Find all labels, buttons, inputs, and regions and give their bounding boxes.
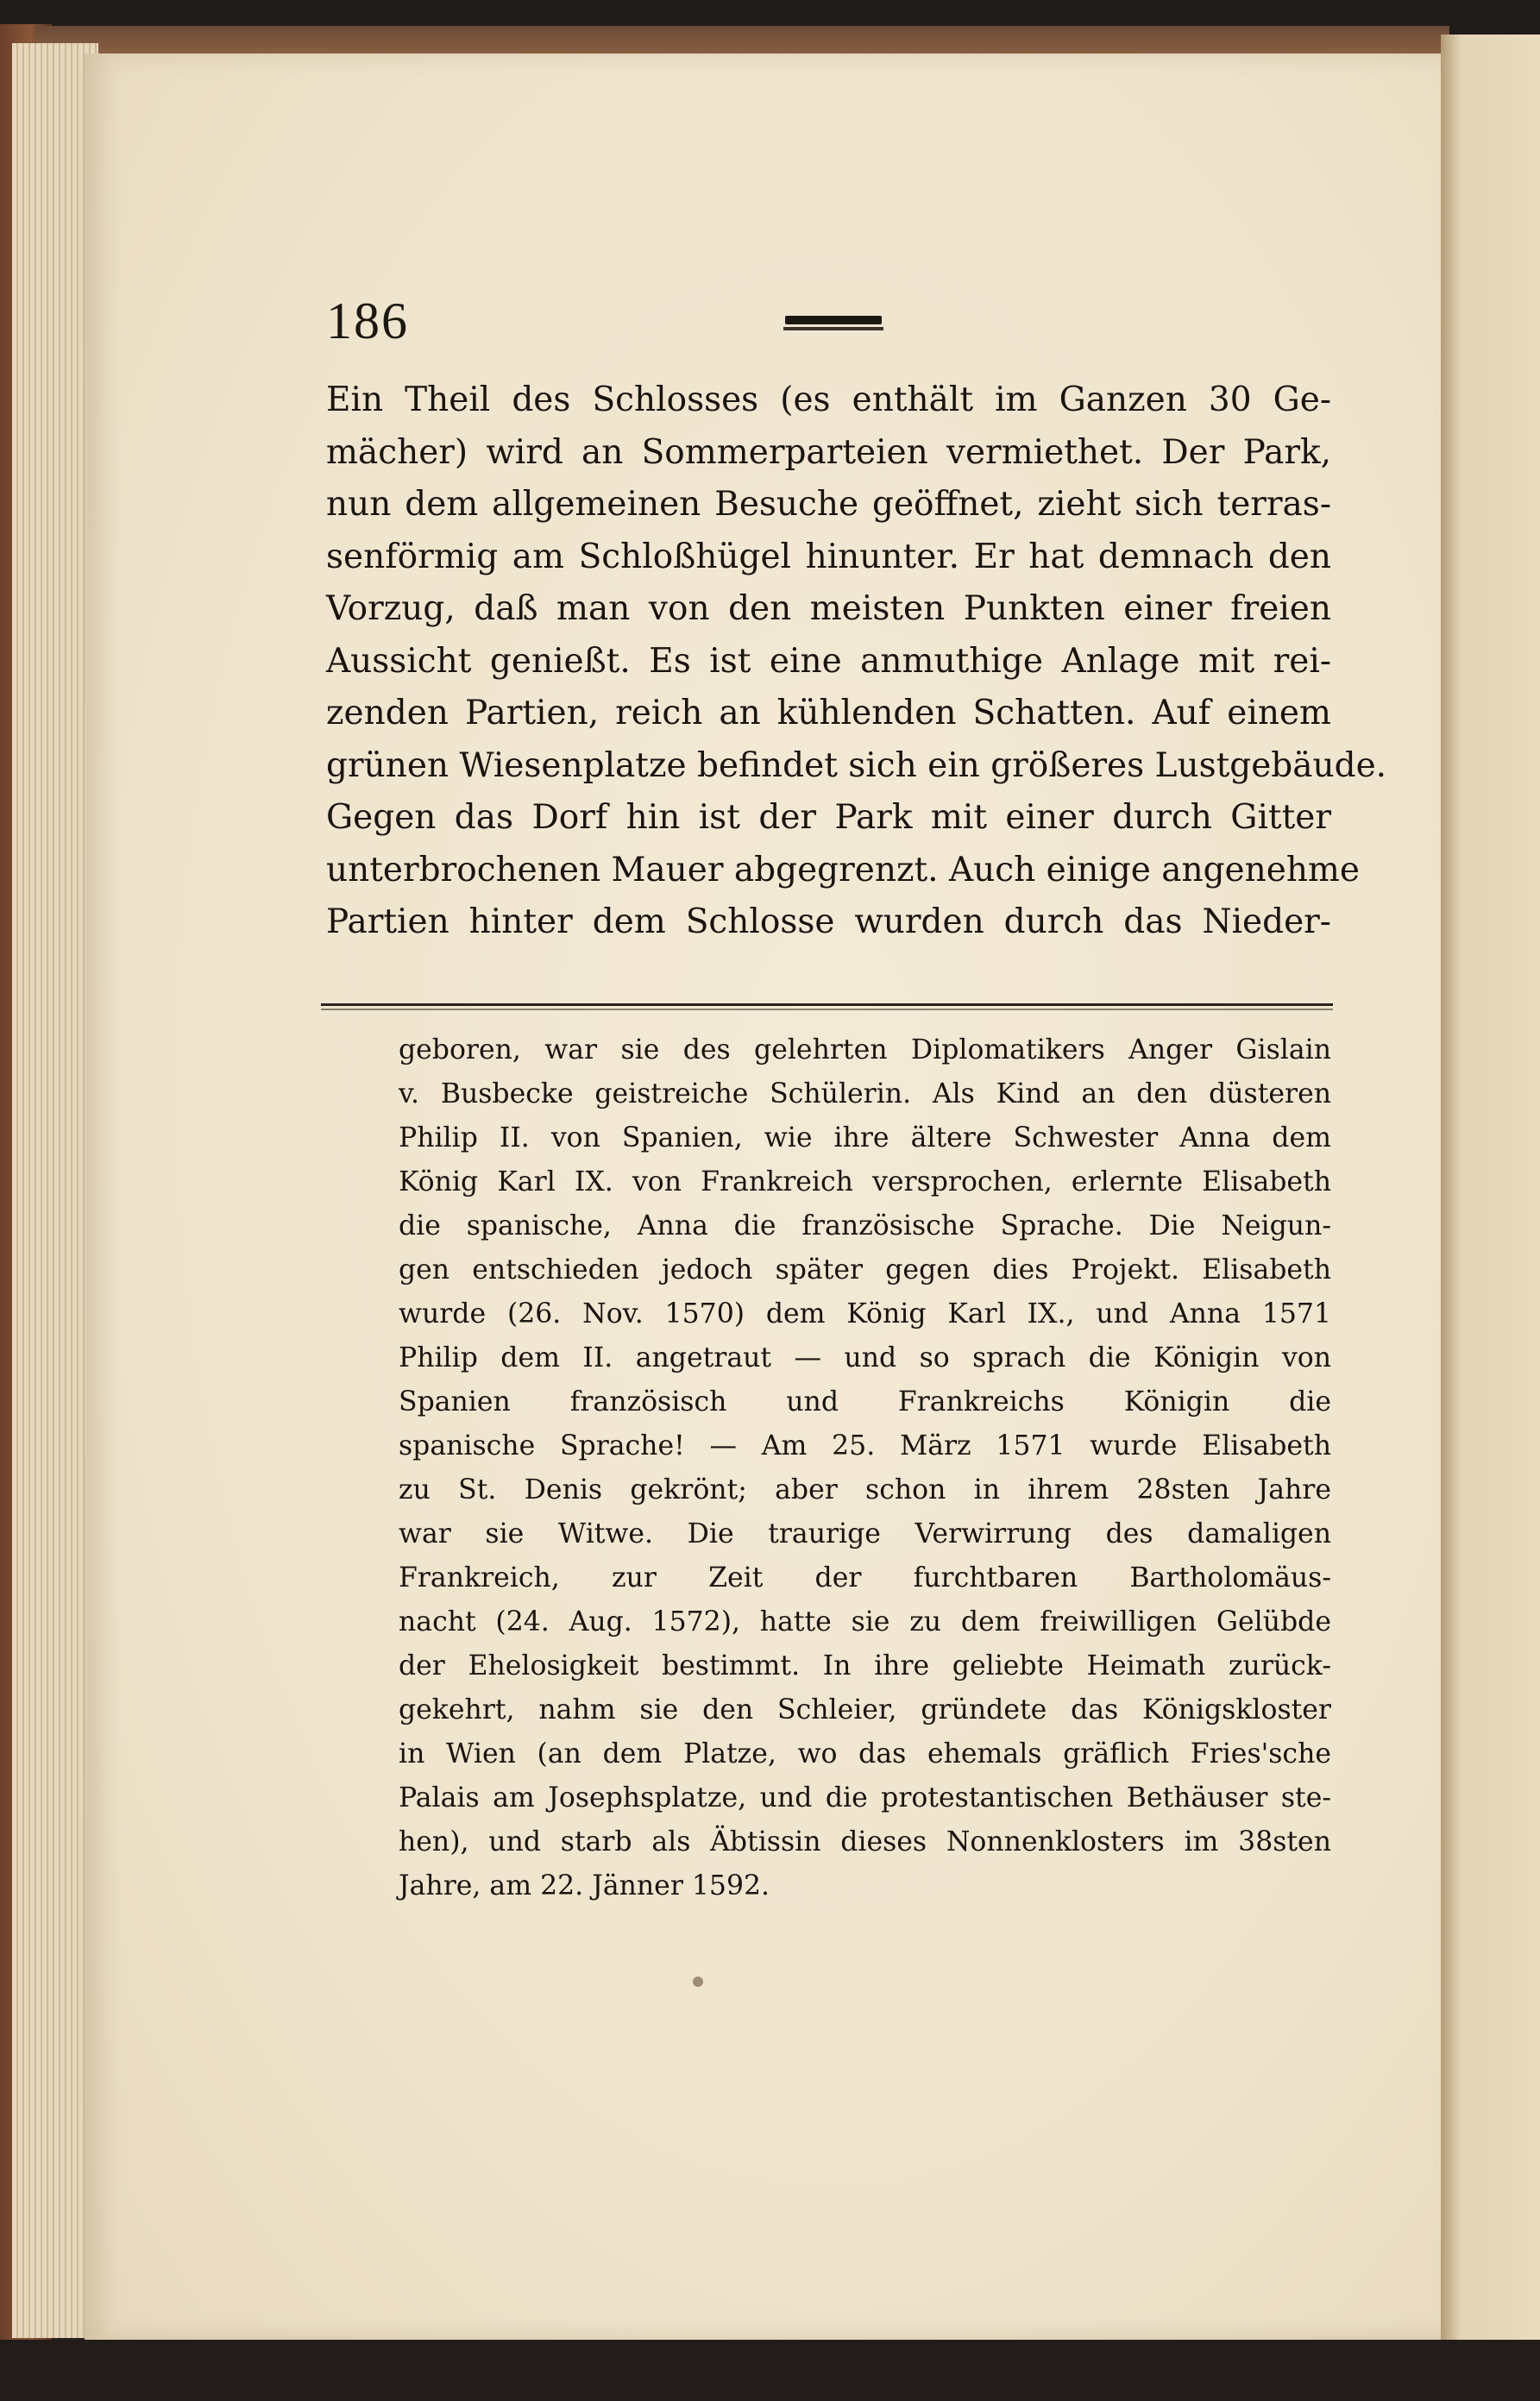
text-line: in Wien (an dem Platze, wo das ehemals gräflich Fries'sche [399,1738,1331,1769]
text-line: Aussicht genießt. Es ist eine anmuthige Anlage mit rei- [326,641,1331,681]
text-line: grünen Wiesenplatze befindet sich ein größeres Lustgebäude. [326,745,1387,785]
text-line: gen entschieden jedoch später gegen dies Projekt. Elisabeth [399,1254,1331,1285]
text-line: geboren, war sie des gelehrten Diplomatikers Anger Gislain [399,1034,1331,1065]
paper-stain [693,1977,703,1987]
text-line: Vorzug, daß man von den meisten Punkten einer freien [326,589,1331,628]
text-line: spanische Sprache! — Am 25. März 1571 wurde Elisabeth [399,1430,1331,1461]
main-text-block [326,374,1387,949]
text-line: Ein Theil des Schlosses (es enthält im Ganzen 30 Ge- [326,380,1331,419]
text-line: mächer) wird an Sommerparteien vermiethet. Der Park, [326,432,1331,472]
text-line: zu St. Denis gekrönt; aber schon in ihrem 28sten Jahre [399,1474,1331,1505]
text-line: die spanische, Anna die französische Sprache. Die Neigun- [399,1210,1331,1241]
book-cover-top [35,26,1449,57]
text-line: unterbrochenen Mauer abgegrenzt. Auch einige angenehme [326,850,1360,889]
text-line: nun dem allgemeinen Besuche geöffnet, zieht sich terras- [326,485,1331,524]
header-ornament-rule [785,316,882,324]
text-line: der Ehelosigkeit bestimmt. In ihre geliebte Heimath zurück- [399,1650,1331,1681]
footnote-block [399,1028,1331,1908]
text-line: zenden Partien, reich an kühlenden Schatten. Auf einem [326,694,1331,732]
page-number: 186 [326,292,409,349]
text-line: gekehrt, nahm sie den Schleier, gründete das Königskloster [399,1694,1331,1725]
scan-bottom-edge [0,2340,1540,2401]
text-line: war sie Witwe. Die traurige Verwirrung des damaligen [399,1518,1331,1549]
text-line: nacht (24. Aug. 1572), hatte sie zu dem freiwilligen Gelübde [399,1606,1331,1637]
text-line: König Karl IX. von Frankreich versprochen, erlernte Elisabeth [399,1166,1331,1197]
text-line: Philip dem II. angetraut — und so sprach die Königin von [399,1342,1331,1373]
footnote-separator [321,1003,1333,1006]
text-line: Philip II. von Spanien, wie ihre ältere Schwester Anna dem [399,1122,1331,1153]
facing-page-edge [1441,35,1540,2381]
text-line: Frankreich, zur Zeit der furchtbaren Bartholomäus- [399,1562,1331,1593]
text-line: Palais am Josephsplatze, und die protestantischen Bethäuser ste- [399,1782,1331,1813]
text-line: Partien hinter dem Schlosse wurden durch das Nieder- [326,902,1331,941]
text-line: senförmig am Schloßhügel hinunter. Er hat demnach den [326,537,1331,576]
text-line: wurde (26. Nov. 1570) dem König Karl IX., und Anna 1571 [399,1298,1331,1329]
text-line: Gegen das Dorf hin ist der Park mit einer durch Gitter [326,798,1331,837]
text-line: v. Busbecke geistreiche Schülerin. Als Kind an den düsteren [399,1078,1331,1109]
text-line: Spanien französisch und Frankreichs Königin die [399,1386,1331,1417]
text-line: hen), und starb als Äbtissin dieses Nonnenklosters im 38sten [399,1826,1331,1857]
text-line: Jahre, am 22. Jänner 1592. [399,1870,770,1901]
